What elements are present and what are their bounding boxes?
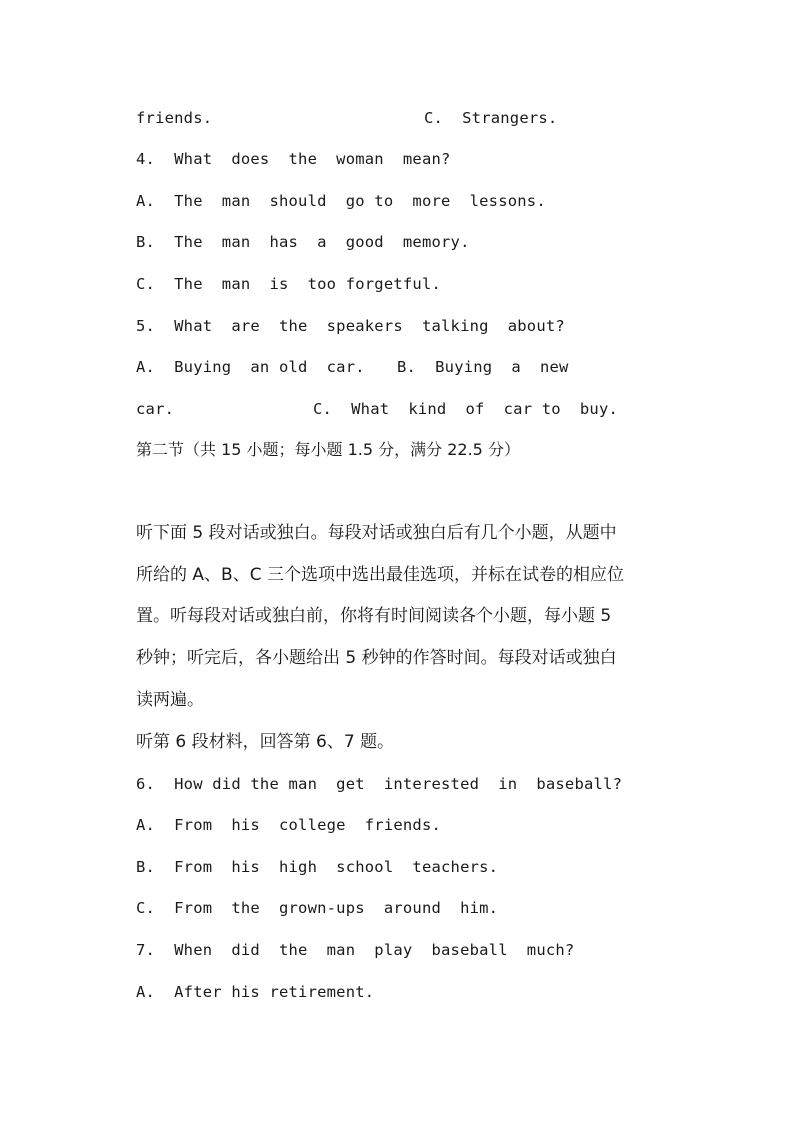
instruction-line-3: 置。听每段对话或独白前，你将有时间阅读各个小题，每小题 5	[136, 606, 612, 626]
question-5: 5. What are the speakers talking about?	[136, 317, 565, 335]
question-6: 6. How did the man get interested in baseball?	[136, 775, 623, 793]
instruction-line-2: 所给的 A、B、C 三个选项中选出最佳选项，并标在试卷的相应位	[136, 565, 624, 585]
section-heading: 第二节（共 15 小题；每小题 1.5 分，满分 22.5 分）	[136, 440, 520, 459]
q6-option-b: B. From his high school teachers.	[136, 858, 499, 876]
instruction-line-5: 读两遍。	[136, 690, 204, 710]
q5-option-a: A. Buying an old car.	[136, 358, 365, 376]
q3-option-b-continuation: friends.	[136, 109, 213, 127]
q5-option-b: B. Buying a new	[397, 358, 569, 376]
question-7: 7. When did the man play baseball much?	[136, 941, 575, 959]
instruction-line-4: 秒钟；听完后，各小题给出 5 秒钟的作答时间。每段对话或独白	[136, 648, 617, 668]
q3-option-c: C. Strangers.	[424, 109, 558, 127]
instruction-line-1: 听下面 5 段对话或独白。每段对话或独白后有几个小题，从题中	[136, 523, 617, 543]
q4-option-b: B. The man has a good memory.	[136, 233, 470, 251]
q6-option-c: C. From the grown-ups around him.	[136, 899, 499, 917]
q6-option-a: A. From his college friends.	[136, 816, 442, 834]
q5-option-b-continuation: car.	[136, 400, 175, 418]
q4-option-c: C. The man is too forgetful.	[136, 275, 442, 293]
q5-option-c: C. What kind of car to buy.	[313, 400, 619, 418]
q4-option-a: A. The man should go to more lessons.	[136, 192, 546, 210]
question-4: 4. What does the woman mean?	[136, 150, 451, 168]
material-6-heading: 听第 6 段材料，回答第 6、7 题。	[136, 732, 395, 752]
q7-option-a: A. After his retirement.	[136, 983, 375, 1001]
